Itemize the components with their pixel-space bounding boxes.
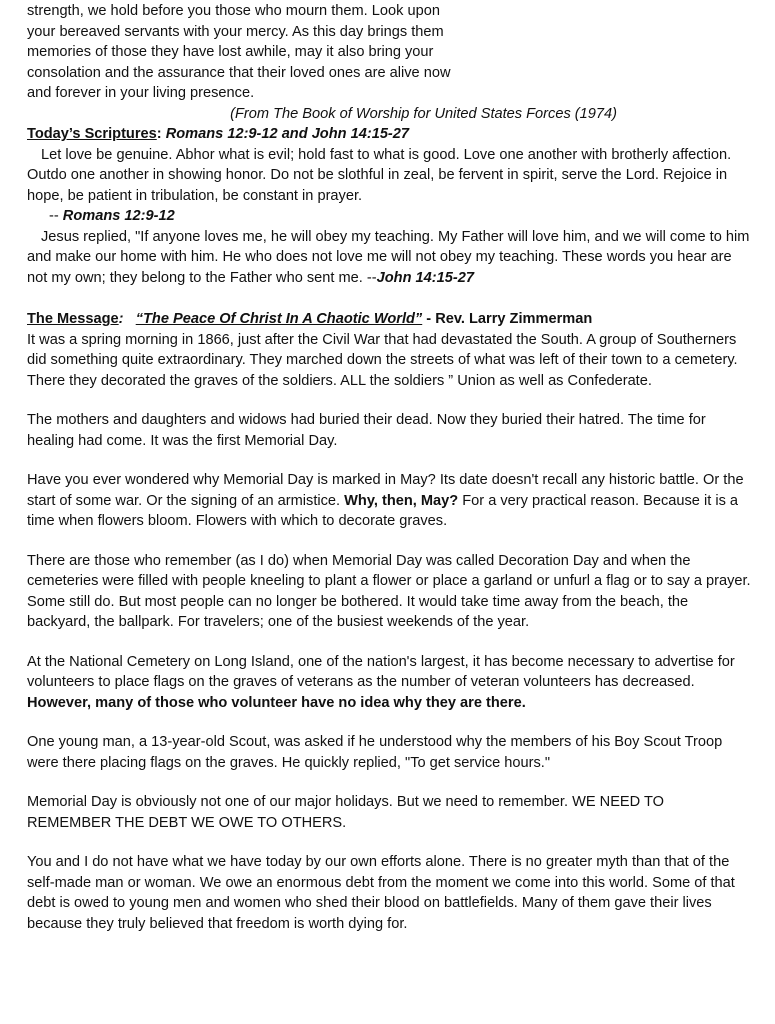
scriptures-colon: : (156, 126, 162, 142)
message-author: - Rev. Larry Zimmerman (422, 311, 593, 327)
message-colon: : (118, 311, 124, 327)
prayer-line: your bereaved servants with your mercy. As this day brings them (27, 23, 444, 40)
prayer-line: memories of those they have lost awhile, may it also bring your (27, 44, 434, 60)
prayer-line: strength, we hold before you those who mourn them. Look upon (27, 3, 440, 19)
closing-prayer (27, 1, 507, 104)
message-paragraph-7: Memorial Day is obviously not one of our major holidays. But we need to remember. WE NEED TO REMEMBER THE DEBT WE OWE TO OTHERS. (27, 794, 664, 831)
message-heading-line (27, 309, 751, 330)
message-paragraph-3 (27, 470, 751, 532)
message-paragraph-1: It was a spring morning in 1866, just after the Civil War that had devastated the South. A group of Southerners did something quite extraordinary. They marched down the streets of what was left of their town to a cemetery. There they decorated the graves of the soldiers. ALL the soldiers ” Union as well as Confederate. (27, 331, 738, 389)
romans-text: Let love be genuine. Abhor what is evil; hold fast to what is good. Love one another with brotherly affection. Outdo one another in showing honor. Do not be slothful in zeal, be fervent in spirit, serve the Lord. Rejoice in hope, be patient in tribulation, be constant in prayer. (27, 146, 732, 204)
message-title: “The Peace Of Christ In A Chaotic World” (135, 311, 423, 327)
romans-ref-prefix: -- (49, 208, 63, 224)
prayer-line: and forever in your living presence. (27, 85, 255, 101)
message-paragraph-4: There are those who remember (as I do) when Memorial Day was called Decoration Day and when the cemeteries were filled with people kneeling to plant a flower or place a garland or unfurl a flag or to say a prayer. Some still do. But most people can no longer be bothered. It would take time away from the beach, the backyard, the ballpark. For travelers; one of the busiest weekends of the year. (27, 552, 751, 630)
romans-ref: Romans 12:9-12 (62, 208, 175, 224)
p3-text-a: Have you ever wondered why Memorial Day is marked in May? Its date doesn't recall any historic battle. Or the start of some war. Or the signing of an armistice. (27, 472, 744, 509)
john-paragraph (27, 227, 751, 289)
prayer-line: consolation and the assurance that their loved ones are alive now (27, 64, 451, 81)
scriptures-heading: Today’s Scriptures (27, 126, 157, 142)
p5-bold-text: However, many of those who volunteer have no idea why they are there. (27, 694, 526, 711)
john-text: Jesus replied, "If anyone loves me, he will obey my teaching. My Father will love him, and we will come to him and make our home with him. He who does not love me will not obey my teaching. These words you hear are not my own; they belong to the Father who sent me. -- (27, 228, 750, 286)
scriptures-section (27, 124, 751, 288)
scriptures-heading-line (27, 124, 751, 145)
scriptures-refs: Romans 12:9-12 and John 14:15-27 (165, 126, 410, 142)
romans-ref-line (27, 206, 751, 227)
prayer-citation: (From The Book of Worship for United States Forces (1974) (230, 105, 617, 122)
message-paragraph-2: The mothers and daughters and widows had buried their dead. Now they buried their hatred. The time for healing had come. It was the first Memorial Day. (27, 412, 706, 449)
john-ref: John 14:15-27 (376, 269, 474, 286)
p3-bold-text: Why, then, May? (344, 492, 459, 509)
p3-text-b: For a very practical reason. Because it is a time when flowers bloom. Flowers with which to decorate graves. (27, 492, 739, 529)
message-heading: The Message (27, 311, 119, 327)
message-section (27, 309, 751, 934)
message-paragraph-6: One young man, a 13-year-old Scout, was asked if he understood why the members of his Boy Scout Troop were there placing flags on the graves. He quickly replied, "To get service hours." (27, 734, 723, 771)
message-paragraph-8: You and I do not have what we have today by our own efforts alone. There is no greater myth than that of the self-made man or woman. We owe an enormous debt from the moment we come into this world. Some of that debt is owed to young men and women who shed their blood on battlefields. Many of them gave their lives because they truly believed that freedom is worth dying for. (27, 854, 735, 932)
p5-text-a: At the National Cemetery on Long Island, one of the nation's largest, it has become necessary to advertise for volunteers to place flags on the graves of veterans as the number of veteran volunteers has decreased. (27, 653, 735, 690)
message-paragraph-5 (27, 652, 751, 714)
